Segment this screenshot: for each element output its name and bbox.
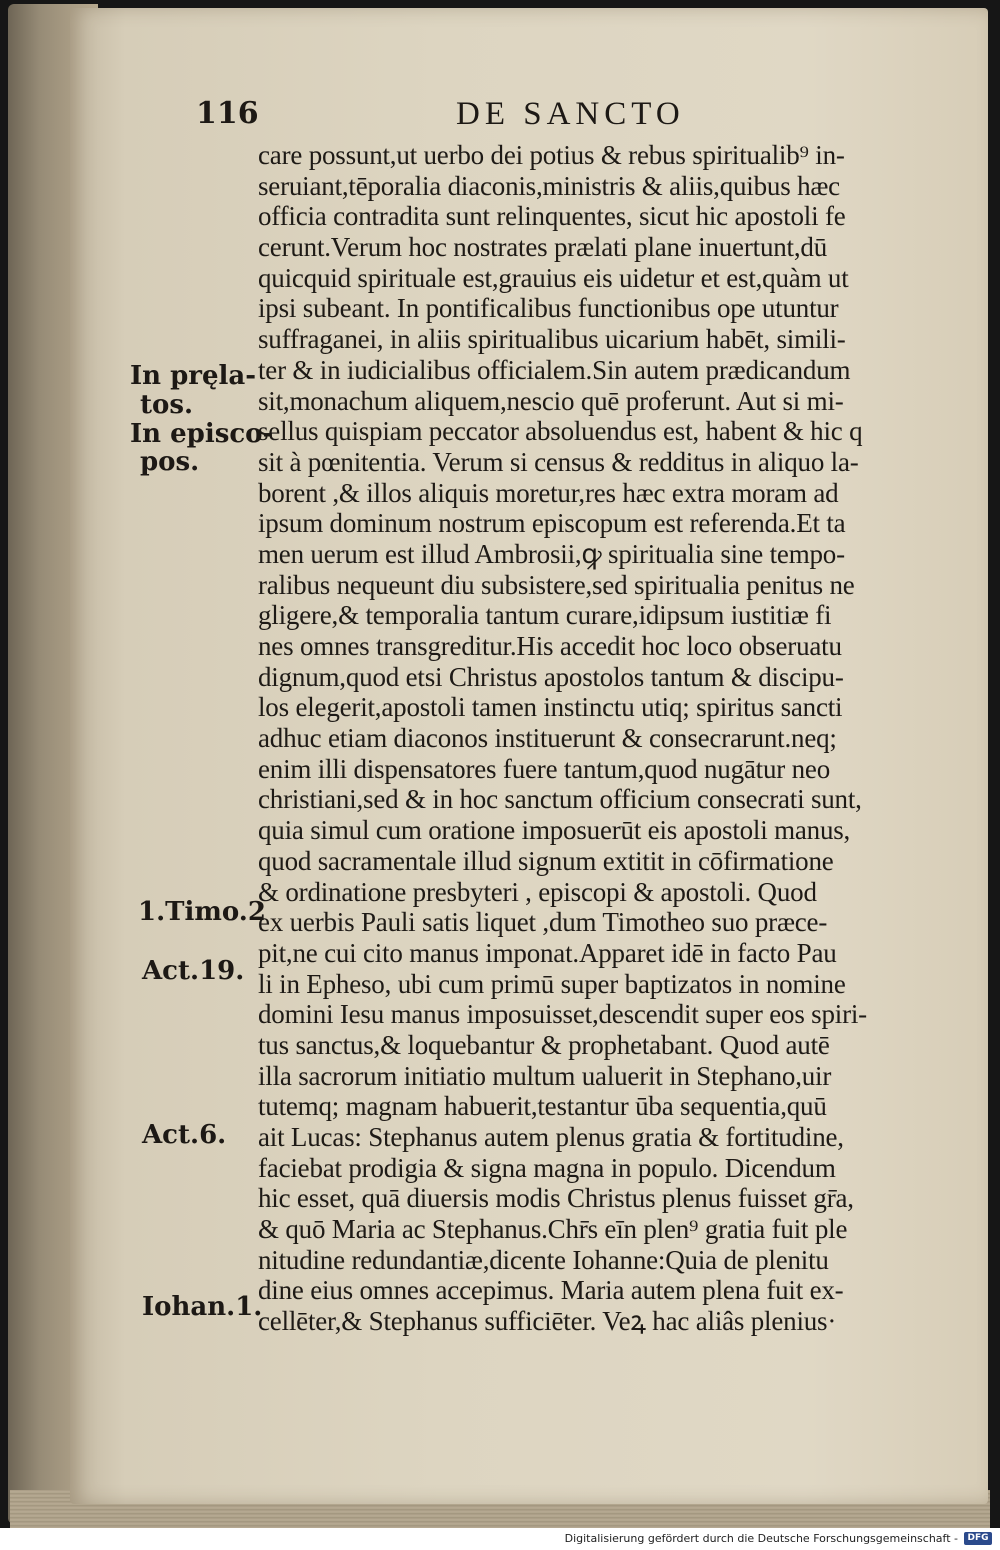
text-line: adhuc etiam diaconos instituerunt & consecrarunt.neq;	[258, 723, 837, 754]
text-line: care possunt,ut uerbo dei potius & rebus spiritualib⁹ in-	[258, 140, 845, 170]
text-line: dignum,quod etsi Christus apostolos tantum & discipu-	[258, 661, 844, 692]
marginal-note-episcopos-2: pos.	[140, 447, 200, 477]
marginal-note-prelatos-2: tos.	[140, 390, 194, 420]
footer-credit: Digitalisierung gefördert durch die Deutsche Forschungsgemeinschaft -	[564, 1532, 958, 1545]
text-line: tutemq; magnam habuerit,testantur ūba sequentia,quū	[258, 1091, 827, 1122]
text-line: ter & in iudicialibus officialem.Sin autem prædicandum	[258, 354, 851, 385]
text-line: tus sanctus,& loquebantur & prophetabant. Quod autē	[258, 1029, 830, 1060]
text-line: ipsi subeant. In pontificalibus functionibus ope utuntur	[258, 293, 839, 324]
marginal-note-acts-19: Act.19.	[142, 956, 245, 986]
text-line: gligere,& temporalia tantum curare,idipsum iustitiæ fi	[258, 600, 832, 631]
text-line: faciebat prodigia & signa magna in populo. Dicendum	[258, 1152, 836, 1183]
text-line: quicquid spirituale est,grauius eis uidetur et est,quàm ut	[258, 262, 849, 293]
running-title: DE SANCTO	[456, 96, 685, 132]
marginal-note-acts-6: Act.6.	[142, 1120, 227, 1150]
running-head	[0, 96, 1000, 136]
text-line: quod sacramentale illud signum extitit in cōfirmatione	[258, 845, 834, 876]
body-text	[258, 140, 970, 1337]
text-line: sit,monachum aliquem,nescio quē proferunt. Aut si mi-	[258, 385, 844, 416]
text-line: domini Iesu manus imposuisset,descendit super eos spiri-	[258, 999, 867, 1030]
text-line: enim illi dispensatores fuere tantum,quod nugātur neo	[258, 753, 831, 784]
text-line: los elegerit,apostoli tamen instinctu utiq; spiritus sancti	[258, 692, 843, 723]
text-line: sit à pœnitentia. Verum si census & redditus in aliquo la-	[258, 446, 859, 477]
text-line: seruiant,tēporalia diaconis,ministris & aliis,quibus hæc	[258, 170, 840, 201]
text-line: cerunt.Verum hoc nostrates prælati plane inuertunt,dū	[258, 232, 827, 263]
footer-bar	[0, 1528, 1000, 1550]
text-line: ex uerbis Pauli satis liquet ,dum Timotheo suo præce-	[258, 907, 828, 938]
text-line: li in Epheso, ubi cum primū super baptizatos in nomine	[258, 968, 846, 999]
page-number: 116	[196, 96, 259, 131]
text-line: ipsum dominum nostrum episcopum est referenda.Et ta	[258, 508, 846, 539]
text-line: & ordinatione presbyteri , episcopi & apostoli. Quod	[258, 876, 817, 907]
text-line: quia simul cum oratione imposuerūt eis apostoli manus,	[258, 815, 851, 846]
text-line: suffraganei, in aliis spiritualibus uicarium habēt, simili-	[258, 324, 846, 355]
text-line: officia contradita sunt relinquentes, sicut hic apostoli fe	[258, 201, 846, 232]
text-line: ait Lucas: Stephanus autem plenus gratia & fortitudine,	[258, 1122, 844, 1152]
text-line: & quō Maria ac Stephanus.Chr̄s eīn plen⁹ gratia fuit ple	[258, 1214, 848, 1245]
text-line: dine eius omnes accepimus. Maria autem plena fuit ex-	[258, 1275, 844, 1306]
text-line: pit,ne cui cito manus imponat.Apparet idē in facto Pau	[258, 937, 837, 968]
dfg-logo: DFG	[964, 1532, 992, 1545]
marginal-note-timothy: 1.Timo.2	[138, 897, 266, 927]
text-line: borent ,& illos aliquis moretur,res hæc extra moram ad	[258, 477, 839, 508]
text-line: cellēter,& Stephanus sufficiēter. Veꝝ hac aliâs plenius·	[258, 1306, 837, 1337]
marginal-note-episcopos-1: In episco-	[130, 419, 274, 449]
text-line: nes omnes transgreditur.His accedit hoc loco obseruatu	[258, 631, 842, 661]
marginal-note-prelatos-1: In pręla-	[130, 361, 257, 391]
marginal-note-john: Iohan.1.	[142, 1292, 263, 1322]
text-line: christiani,sed & in hoc sanctum officium consecrati sunt,	[258, 784, 862, 815]
text-line: illa sacrorum initiatio multum ualuerit in Stephano,uir	[258, 1060, 832, 1091]
text-line: hic esset, quā diuersis modis Christus plenus fuisset gr̄a,	[258, 1183, 854, 1214]
text-line: nitudine redundantiæ,dicente Iohanne:Quia de plenitu	[258, 1244, 829, 1275]
text-line: men uerum est illud Ambrosii,ꝙ spiritualia sine tempo-	[258, 538, 845, 569]
text-line: ralibus nequeunt diu subsistere,sed spiritualia penitus ne	[258, 569, 855, 600]
text-line: sellus quispiam peccator absoluendus est, habent & hic q	[258, 416, 863, 447]
